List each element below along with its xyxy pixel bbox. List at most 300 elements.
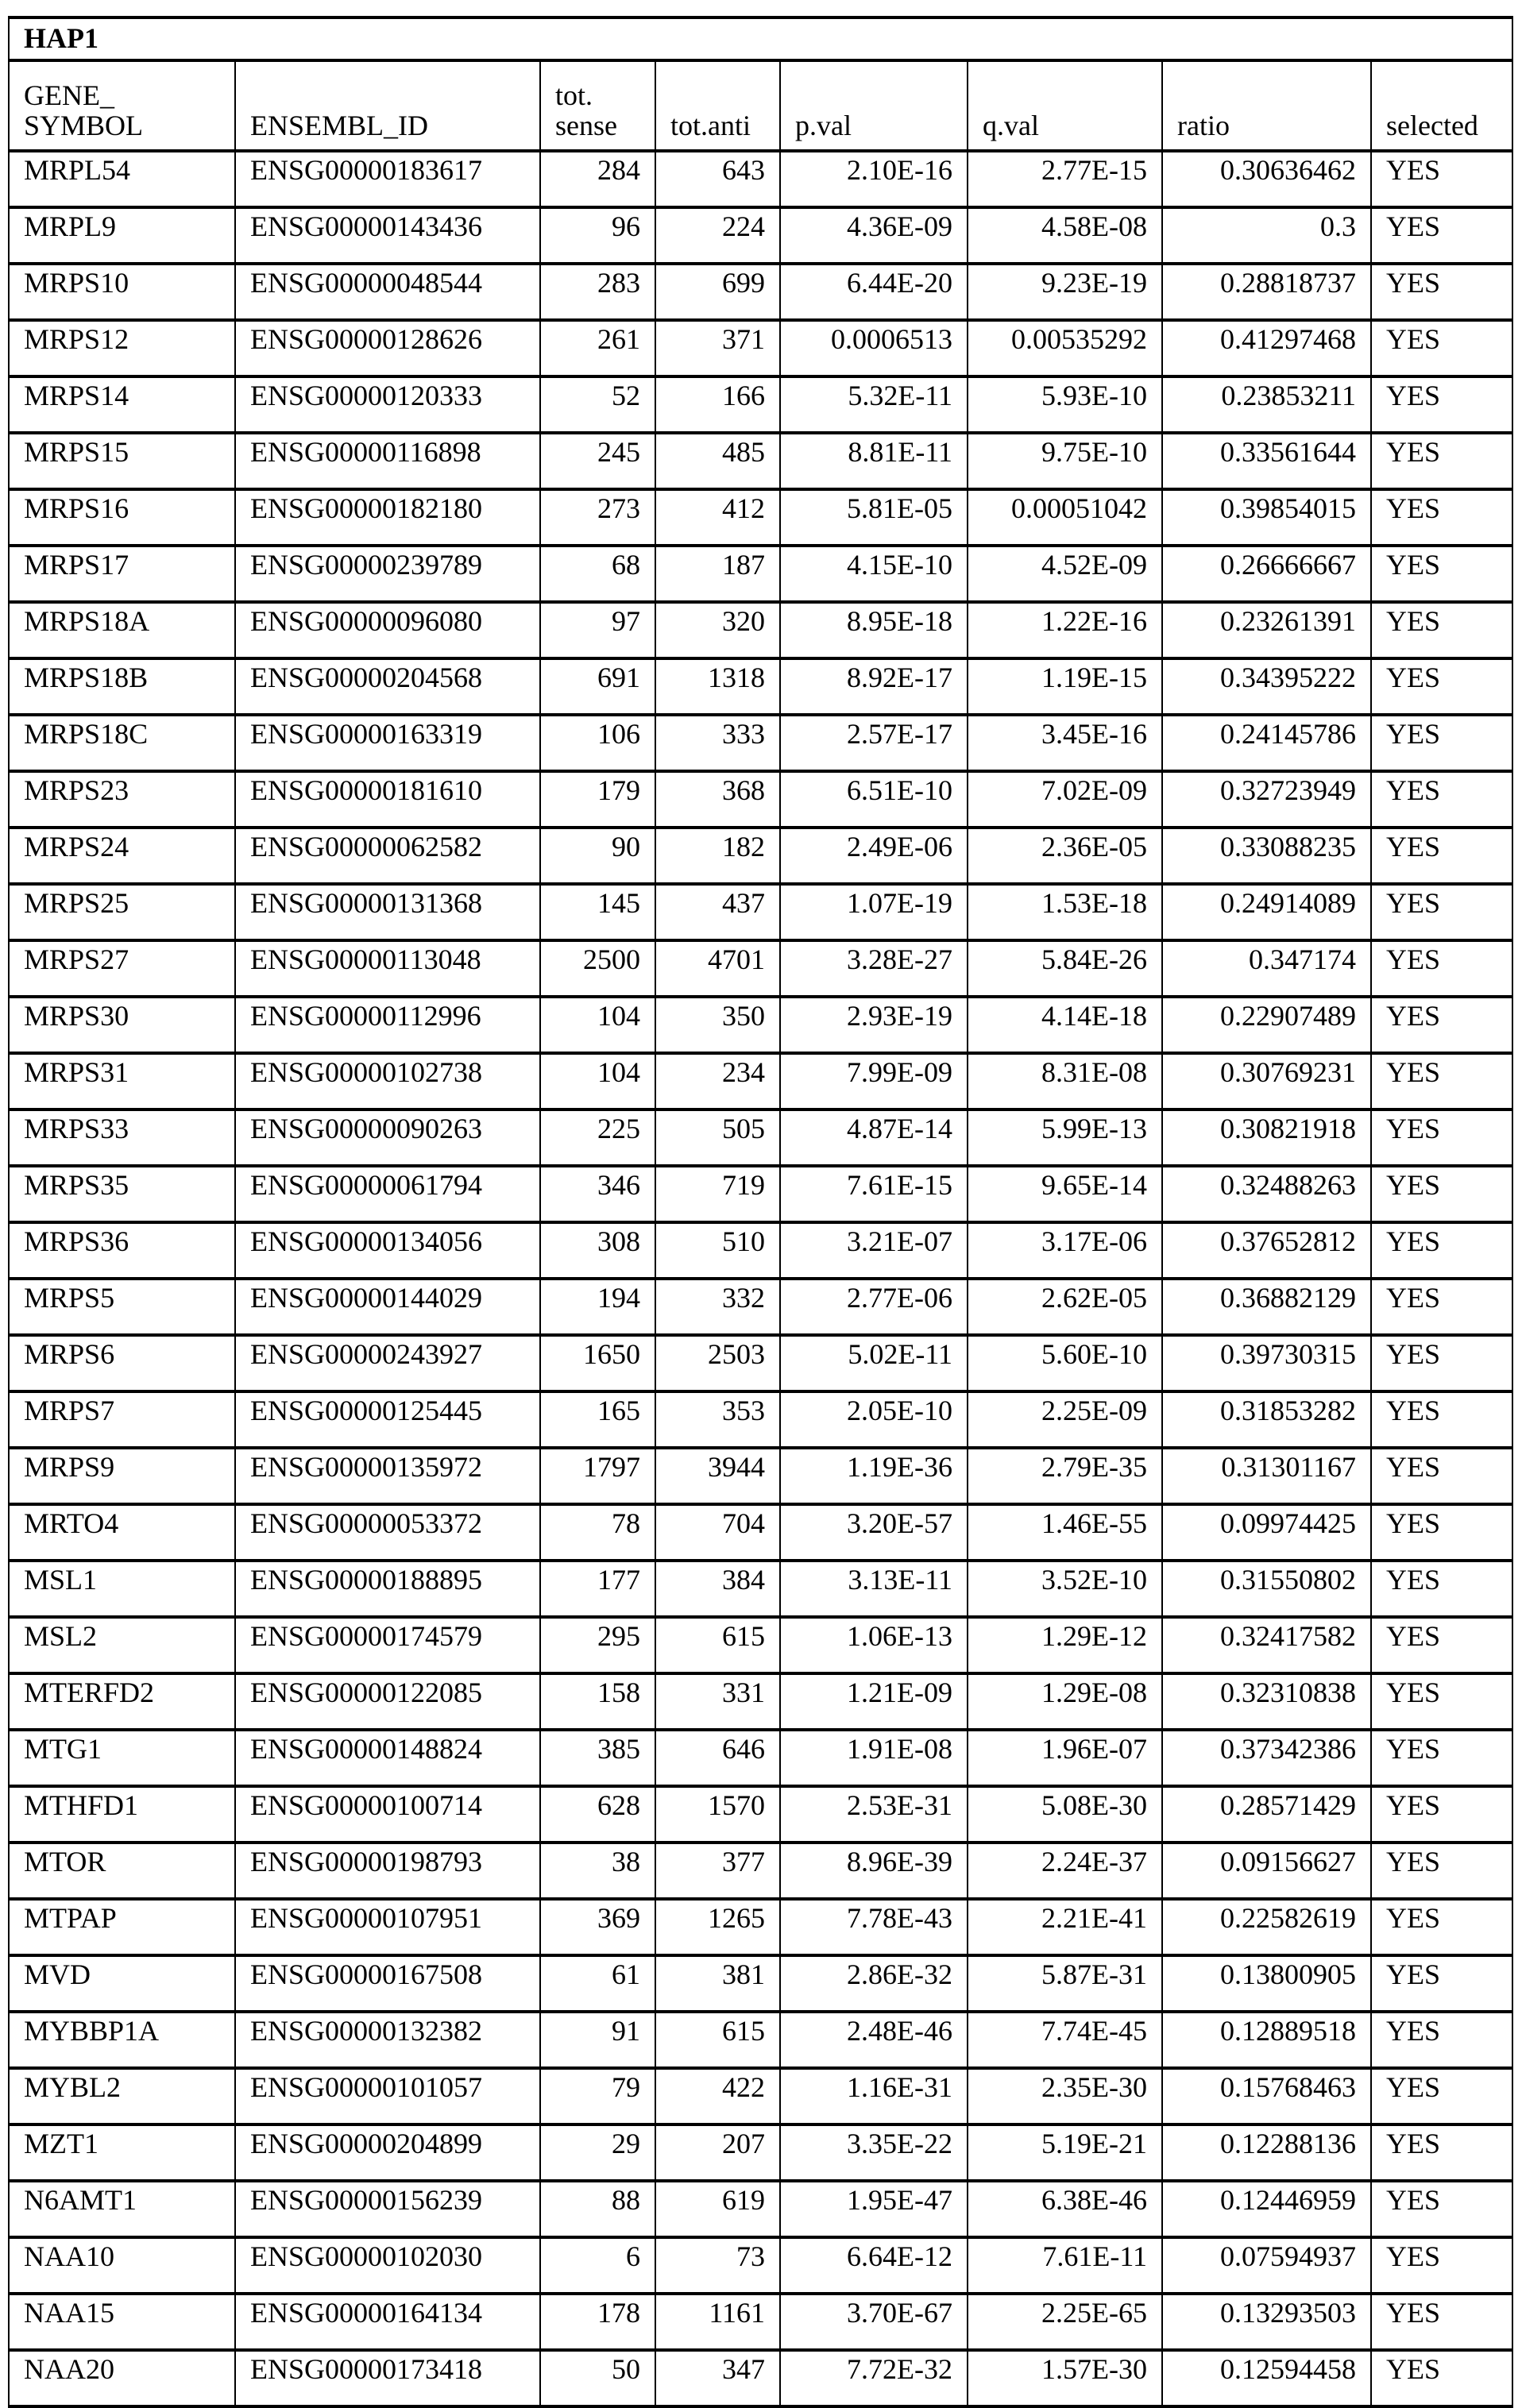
table-row (9, 1730, 1512, 1786)
cell-p-val: 2.53E-31 (780, 1786, 968, 1843)
cell-tot-anti: 381 (655, 1955, 780, 2012)
cell-tot-sense: 145 (540, 884, 655, 940)
cell-selected: YES (1371, 1843, 1512, 1899)
cell-p-val: 2.86E-32 (780, 1955, 968, 2012)
cell-ensembl-id: ENSG00000182180 (235, 489, 540, 546)
cell-selected: YES (1371, 264, 1512, 320)
cell-selected: YES (1371, 376, 1512, 433)
cell-gene-symbol: MRPS12 (9, 320, 235, 376)
cell-ensembl-id: ENSG00000134056 (235, 1222, 540, 1279)
cell-gene-symbol: MRPS35 (9, 1166, 235, 1222)
table-row (9, 151, 1512, 207)
cell-gene-symbol: MRTO4 (9, 1504, 235, 1561)
cell-q-val: 1.19E-15 (968, 658, 1162, 715)
table-row (9, 1448, 1512, 1504)
cell-tot-sense: 90 (540, 828, 655, 884)
cell-tot-anti: 331 (655, 1673, 780, 1730)
cell-selected: YES (1371, 997, 1512, 1053)
cell-q-val: 3.52E-10 (968, 1561, 1162, 1617)
cell-q-val: 2.79E-35 (968, 1448, 1162, 1504)
cell-tot-anti: 719 (655, 1166, 780, 1222)
cell-q-val: 9.23E-19 (968, 264, 1162, 320)
table-row (9, 2124, 1512, 2181)
cell-tot-anti: 505 (655, 1109, 780, 1166)
cell-q-val: 2.36E-05 (968, 828, 1162, 884)
header-tot-sense (540, 60, 655, 151)
cell-ensembl-id: ENSG00000053372 (235, 1504, 540, 1561)
cell-selected: YES (1371, 320, 1512, 376)
cell-ensembl-id: ENSG00000125445 (235, 1391, 540, 1448)
cell-selected: YES (1371, 1899, 1512, 1955)
cell-q-val: 8.31E-08 (968, 1053, 1162, 1109)
cell-ratio: 0.12594458 (1162, 2350, 1371, 2406)
table-row (9, 1391, 1512, 1448)
gene-table (8, 16, 1513, 2408)
cell-ratio: 0.31301167 (1162, 1448, 1371, 1504)
cell-tot-sense: 369 (540, 1899, 655, 1955)
cell-ratio: 0.30636462 (1162, 151, 1371, 207)
cell-ratio: 0.24914089 (1162, 884, 1371, 940)
cell-q-val: 4.58E-08 (968, 207, 1162, 264)
table-row (9, 1504, 1512, 1561)
cell-selected: YES (1371, 1955, 1512, 2012)
table-row (9, 884, 1512, 940)
cell-q-val: 9.75E-10 (968, 433, 1162, 489)
cell-ensembl-id: ENSG00000100714 (235, 1786, 540, 1843)
cell-selected: YES (1371, 2124, 1512, 2181)
cell-tot-sense: 61 (540, 1955, 655, 2012)
cell-selected: YES (1371, 1786, 1512, 1843)
cell-tot-sense: 308 (540, 1222, 655, 1279)
cell-selected: YES (1371, 1561, 1512, 1617)
cell-ratio: 0.23853211 (1162, 376, 1371, 433)
cell-q-val: 6.38E-46 (968, 2181, 1162, 2237)
cell-ratio: 0.22907489 (1162, 997, 1371, 1053)
cell-ensembl-id: ENSG00000132382 (235, 2012, 540, 2068)
cell-tot-sense: 284 (540, 151, 655, 207)
cell-tot-anti: 350 (655, 997, 780, 1053)
cell-q-val: 3.45E-16 (968, 715, 1162, 771)
table-row (9, 1899, 1512, 1955)
cell-selected: YES (1371, 151, 1512, 207)
cell-selected: YES (1371, 884, 1512, 940)
cell-ratio: 0.12446959 (1162, 2181, 1371, 2237)
cell-tot-anti: 3944 (655, 1448, 780, 1504)
cell-gene-symbol: MSL1 (9, 1561, 235, 1617)
cell-gene-symbol: MRPS10 (9, 264, 235, 320)
cell-gene-symbol: MTHFD1 (9, 1786, 235, 1843)
cell-selected: YES (1371, 2350, 1512, 2406)
cell-p-val: 7.72E-32 (780, 2350, 968, 2406)
cell-p-val: 1.07E-19 (780, 884, 968, 940)
cell-tot-sense: 6 (540, 2237, 655, 2294)
cell-selected: YES (1371, 207, 1512, 264)
cell-ratio: 0.28818737 (1162, 264, 1371, 320)
cell-ratio: 0.32417582 (1162, 1617, 1371, 1673)
cell-p-val: 3.13E-11 (780, 1561, 968, 1617)
cell-ensembl-id: ENSG00000181610 (235, 771, 540, 828)
cell-p-val: 1.91E-08 (780, 1730, 968, 1786)
cell-gene-symbol: MRPS9 (9, 1448, 235, 1504)
cell-ratio: 0.22582619 (1162, 1899, 1371, 1955)
cell-q-val: 0.00535292 (968, 320, 1162, 376)
cell-tot-anti: 646 (655, 1730, 780, 1786)
cell-gene-symbol: MSL2 (9, 1617, 235, 1673)
cell-q-val: 2.21E-41 (968, 1899, 1162, 1955)
cell-p-val: 1.95E-47 (780, 2181, 968, 2237)
cell-ratio: 0.37342386 (1162, 1730, 1371, 1786)
table-row (9, 489, 1512, 546)
cell-tot-sense: 194 (540, 1279, 655, 1335)
cell-gene-symbol: MRPS18C (9, 715, 235, 771)
table-row (9, 602, 1512, 658)
cell-q-val: 2.25E-09 (968, 1391, 1162, 1448)
cell-p-val: 4.36E-09 (780, 207, 968, 264)
cell-selected: YES (1371, 1222, 1512, 1279)
table-row (9, 2181, 1512, 2237)
cell-ensembl-id: ENSG00000167508 (235, 1955, 540, 2012)
cell-tot-anti: 704 (655, 1504, 780, 1561)
table-row (9, 1279, 1512, 1335)
cell-tot-anti: 353 (655, 1391, 780, 1448)
cell-gene-symbol: MRPS36 (9, 1222, 235, 1279)
cell-q-val: 1.96E-07 (968, 1730, 1162, 1786)
cell-ensembl-id: ENSG00000163319 (235, 715, 540, 771)
cell-q-val: 1.57E-30 (968, 2350, 1162, 2406)
cell-ratio: 0.32488263 (1162, 1166, 1371, 1222)
cell-ensembl-id: ENSG00000096080 (235, 602, 540, 658)
cell-q-val: 3.17E-06 (968, 1222, 1162, 1279)
cell-ensembl-id: ENSG00000102738 (235, 1053, 540, 1109)
cell-tot-sense: 68 (540, 546, 655, 602)
cell-ratio: 0.30821918 (1162, 1109, 1371, 1166)
cell-q-val: 4.14E-18 (968, 997, 1162, 1053)
cell-p-val: 8.95E-18 (780, 602, 968, 658)
cell-tot-anti: 182 (655, 828, 780, 884)
cell-ensembl-id: ENSG00000143436 (235, 207, 540, 264)
cell-tot-anti: 368 (655, 771, 780, 828)
cell-ensembl-id: ENSG00000198793 (235, 1843, 540, 1899)
cell-ensembl-id: ENSG00000107951 (235, 1899, 540, 1955)
cell-ratio: 0.41297468 (1162, 320, 1371, 376)
cell-q-val: 1.46E-55 (968, 1504, 1162, 1561)
cell-ratio: 0.31853282 (1162, 1391, 1371, 1448)
table-row (9, 264, 1512, 320)
cell-tot-anti: 485 (655, 433, 780, 489)
cell-ensembl-id: ENSG00000204568 (235, 658, 540, 715)
cell-tot-sense: 1797 (540, 1448, 655, 1504)
cell-ratio: 0.28571429 (1162, 1786, 1371, 1843)
cell-ensembl-id: ENSG00000135972 (235, 1448, 540, 1504)
cell-p-val: 1.16E-31 (780, 2068, 968, 2124)
cell-ensembl-id: ENSG00000188895 (235, 1561, 540, 1617)
cell-p-val: 0.0006513 (780, 320, 968, 376)
cell-gene-symbol: MRPS30 (9, 997, 235, 1053)
cell-ratio: 0.34395222 (1162, 658, 1371, 715)
cell-tot-sense: 97 (540, 602, 655, 658)
cell-tot-sense: 628 (540, 1786, 655, 1843)
cell-tot-sense: 179 (540, 771, 655, 828)
cell-tot-sense: 178 (540, 2294, 655, 2350)
cell-ensembl-id: ENSG00000113048 (235, 940, 540, 997)
cell-selected: YES (1371, 828, 1512, 884)
table-row (9, 433, 1512, 489)
cell-tot-anti: 1570 (655, 1786, 780, 1843)
cell-ensembl-id: ENSG00000112996 (235, 997, 540, 1053)
cell-p-val: 5.81E-05 (780, 489, 968, 546)
cell-q-val: 5.87E-31 (968, 1955, 1162, 2012)
cell-ensembl-id: ENSG00000131368 (235, 884, 540, 940)
cell-ratio: 0.347174 (1162, 940, 1371, 997)
cell-ratio: 0.07594937 (1162, 2237, 1371, 2294)
header-selected: selected (1371, 60, 1512, 151)
cell-tot-anti: 377 (655, 1843, 780, 1899)
cell-ensembl-id: ENSG00000090263 (235, 1109, 540, 1166)
cell-gene-symbol: MRPL9 (9, 207, 235, 264)
cell-p-val: 3.21E-07 (780, 1222, 968, 1279)
table-row (9, 2237, 1512, 2294)
cell-ratio: 0.33561644 (1162, 433, 1371, 489)
cell-gene-symbol: MRPS33 (9, 1109, 235, 1166)
cell-tot-anti: 1265 (655, 1899, 780, 1955)
table-row (9, 2012, 1512, 2068)
cell-gene-symbol: MYBL2 (9, 2068, 235, 2124)
cell-tot-sense: 1650 (540, 1335, 655, 1391)
cell-gene-symbol: MVD (9, 1955, 235, 2012)
cell-gene-symbol: MRPS31 (9, 1053, 235, 1109)
cell-p-val: 6.44E-20 (780, 264, 968, 320)
cell-p-val: 4.15E-10 (780, 546, 968, 602)
cell-ratio: 0.36882129 (1162, 1279, 1371, 1335)
cell-tot-sense: 177 (540, 1561, 655, 1617)
cell-ensembl-id: ENSG00000116898 (235, 433, 540, 489)
cell-ratio: 0.15768463 (1162, 2068, 1371, 2124)
cell-tot-anti: 371 (655, 320, 780, 376)
cell-gene-symbol: MRPS14 (9, 376, 235, 433)
table-row (9, 658, 1512, 715)
cell-q-val: 7.61E-11 (968, 2237, 1162, 2294)
cell-selected: YES (1371, 715, 1512, 771)
cell-selected: YES (1371, 1617, 1512, 1673)
cell-p-val: 3.70E-67 (780, 2294, 968, 2350)
cell-gene-symbol: MRPS16 (9, 489, 235, 546)
table-row (9, 546, 1512, 602)
table-row (9, 1843, 1512, 1899)
table-row (9, 1673, 1512, 1730)
cell-ensembl-id: ENSG00000173418 (235, 2350, 540, 2406)
cell-p-val: 2.48E-46 (780, 2012, 968, 2068)
cell-tot-sense: 283 (540, 264, 655, 320)
cell-ratio: 0.09974425 (1162, 1504, 1371, 1561)
cell-ensembl-id: ENSG00000164134 (235, 2294, 540, 2350)
cell-ratio: 0.24145786 (1162, 715, 1371, 771)
cell-tot-anti: 333 (655, 715, 780, 771)
cell-tot-sense: 385 (540, 1730, 655, 1786)
cell-q-val: 1.29E-12 (968, 1617, 1162, 1673)
cell-ratio: 0.39854015 (1162, 489, 1371, 546)
cell-tot-sense: 2500 (540, 940, 655, 997)
table-row (9, 376, 1512, 433)
cell-ensembl-id: ENSG00000183617 (235, 151, 540, 207)
cell-ensembl-id: ENSG00000048544 (235, 264, 540, 320)
cell-selected: YES (1371, 433, 1512, 489)
cell-tot-sense: 273 (540, 489, 655, 546)
cell-p-val: 7.78E-43 (780, 1899, 968, 1955)
cell-selected: YES (1371, 2181, 1512, 2237)
cell-tot-anti: 320 (655, 602, 780, 658)
cell-q-val: 2.25E-65 (968, 2294, 1162, 2350)
cell-tot-sense: 346 (540, 1166, 655, 1222)
cell-selected: YES (1371, 1279, 1512, 1335)
cell-tot-anti: 207 (655, 2124, 780, 2181)
table-row (9, 207, 1512, 264)
table-row (9, 1166, 1512, 1222)
cell-tot-sense: 38 (540, 1843, 655, 1899)
cell-tot-anti: 1318 (655, 658, 780, 715)
cell-q-val: 1.53E-18 (968, 884, 1162, 940)
cell-ratio: 0.30769231 (1162, 1053, 1371, 1109)
cell-selected: YES (1371, 1335, 1512, 1391)
cell-ratio: 0.12889518 (1162, 2012, 1371, 2068)
table-title: HAP1 (9, 17, 1512, 60)
cell-p-val: 5.02E-11 (780, 1335, 968, 1391)
cell-tot-sense: 79 (540, 2068, 655, 2124)
cell-selected: YES (1371, 940, 1512, 997)
cell-p-val: 3.20E-57 (780, 1504, 968, 1561)
cell-tot-sense: 52 (540, 376, 655, 433)
cell-selected: YES (1371, 1391, 1512, 1448)
table-row (9, 1053, 1512, 1109)
cell-selected: YES (1371, 489, 1512, 546)
cell-q-val: 1.29E-08 (968, 1673, 1162, 1730)
cell-gene-symbol: MTOR (9, 1843, 235, 1899)
cell-q-val: 5.60E-10 (968, 1335, 1162, 1391)
cell-q-val: 2.24E-37 (968, 1843, 1162, 1899)
cell-p-val: 5.32E-11 (780, 376, 968, 433)
cell-gene-symbol: MRPS5 (9, 1279, 235, 1335)
cell-p-val: 3.28E-27 (780, 940, 968, 997)
cell-ensembl-id: ENSG00000128626 (235, 320, 540, 376)
cell-q-val: 7.02E-09 (968, 771, 1162, 828)
table-row (9, 828, 1512, 884)
cell-gene-symbol: NAA10 (9, 2237, 235, 2294)
cell-tot-sense: 295 (540, 1617, 655, 1673)
cell-ratio: 0.09156627 (1162, 1843, 1371, 1899)
cell-selected: YES (1371, 546, 1512, 602)
cell-tot-anti: 332 (655, 1279, 780, 1335)
cell-gene-symbol: MRPS24 (9, 828, 235, 884)
cell-p-val: 8.96E-39 (780, 1843, 968, 1899)
cell-selected: YES (1371, 1673, 1512, 1730)
cell-tot-anti: 643 (655, 151, 780, 207)
cell-ensembl-id: ENSG00000061794 (235, 1166, 540, 1222)
cell-tot-sense: 29 (540, 2124, 655, 2181)
header-tot-sense-line2: sense (555, 110, 617, 142)
cell-p-val: 3.35E-22 (780, 2124, 968, 2181)
cell-p-val: 2.49E-06 (780, 828, 968, 884)
cell-gene-symbol: MRPS25 (9, 884, 235, 940)
cell-tot-anti: 1161 (655, 2294, 780, 2350)
cell-q-val: 2.35E-30 (968, 2068, 1162, 2124)
cell-tot-anti: 437 (655, 884, 780, 940)
cell-q-val: 5.08E-30 (968, 1786, 1162, 1843)
cell-tot-anti: 699 (655, 264, 780, 320)
cell-gene-symbol: N6AMT1 (9, 2181, 235, 2237)
cell-q-val: 0.00051042 (968, 489, 1162, 546)
cell-q-val: 2.77E-15 (968, 151, 1162, 207)
cell-p-val: 2.93E-19 (780, 997, 968, 1053)
cell-p-val: 1.06E-13 (780, 1617, 968, 1673)
cell-q-val: 2.62E-05 (968, 1279, 1162, 1335)
cell-p-val: 1.19E-36 (780, 1448, 968, 1504)
cell-tot-sense: 88 (540, 2181, 655, 2237)
cell-tot-anti: 615 (655, 2012, 780, 2068)
cell-tot-sense: 261 (540, 320, 655, 376)
cell-gene-symbol: NAA20 (9, 2350, 235, 2406)
cell-tot-anti: 422 (655, 2068, 780, 2124)
cell-tot-anti: 412 (655, 489, 780, 546)
cell-q-val: 5.99E-13 (968, 1109, 1162, 1166)
cell-p-val: 8.81E-11 (780, 433, 968, 489)
table-row (9, 771, 1512, 828)
header-gene-symbol (9, 60, 235, 151)
cell-tot-sense: 158 (540, 1673, 655, 1730)
header-q-val: q.val (968, 60, 1162, 151)
header-p-val: p.val (780, 60, 968, 151)
cell-p-val: 2.10E-16 (780, 151, 968, 207)
cell-selected: YES (1371, 2294, 1512, 2350)
cell-ensembl-id: ENSG00000148824 (235, 1730, 540, 1786)
header-ratio: ratio (1162, 60, 1371, 151)
header-gene-symbol-line2: SYMBOL (24, 110, 144, 142)
cell-selected: YES (1371, 2237, 1512, 2294)
cell-ensembl-id: ENSG00000144029 (235, 1279, 540, 1335)
table-row (9, 997, 1512, 1053)
cell-ensembl-id: ENSG00000101057 (235, 2068, 540, 2124)
table-row (9, 1109, 1512, 1166)
cell-gene-symbol: MRPS6 (9, 1335, 235, 1391)
cell-gene-symbol: MRPS18B (9, 658, 235, 715)
cell-gene-symbol: MRPS18A (9, 602, 235, 658)
table-row (9, 1222, 1512, 1279)
cell-tot-sense: 50 (540, 2350, 655, 2406)
cell-gene-symbol: MRPS23 (9, 771, 235, 828)
cell-tot-sense: 78 (540, 1504, 655, 1561)
cell-q-val: 7.74E-45 (968, 2012, 1162, 2068)
cell-ratio: 0.37652812 (1162, 1222, 1371, 1279)
cell-tot-anti: 510 (655, 1222, 780, 1279)
cell-gene-symbol: NAA15 (9, 2294, 235, 2350)
table-row (9, 1786, 1512, 1843)
table-row (9, 2068, 1512, 2124)
table-row (9, 940, 1512, 997)
cell-ensembl-id: ENSG00000102030 (235, 2237, 540, 2294)
cell-tot-sense: 165 (540, 1391, 655, 1448)
cell-q-val: 5.84E-26 (968, 940, 1162, 997)
cell-selected: YES (1371, 602, 1512, 658)
table-row (9, 2294, 1512, 2350)
table-row (9, 320, 1512, 376)
cell-q-val: 5.93E-10 (968, 376, 1162, 433)
cell-gene-symbol: MRPS17 (9, 546, 235, 602)
cell-tot-sense: 91 (540, 2012, 655, 2068)
table-row (9, 1955, 1512, 2012)
cell-ratio: 0.31550802 (1162, 1561, 1371, 1617)
cell-tot-anti: 224 (655, 207, 780, 264)
cell-gene-symbol: MTPAP (9, 1899, 235, 1955)
cell-tot-anti: 384 (655, 1561, 780, 1617)
cell-selected: YES (1371, 1448, 1512, 1504)
